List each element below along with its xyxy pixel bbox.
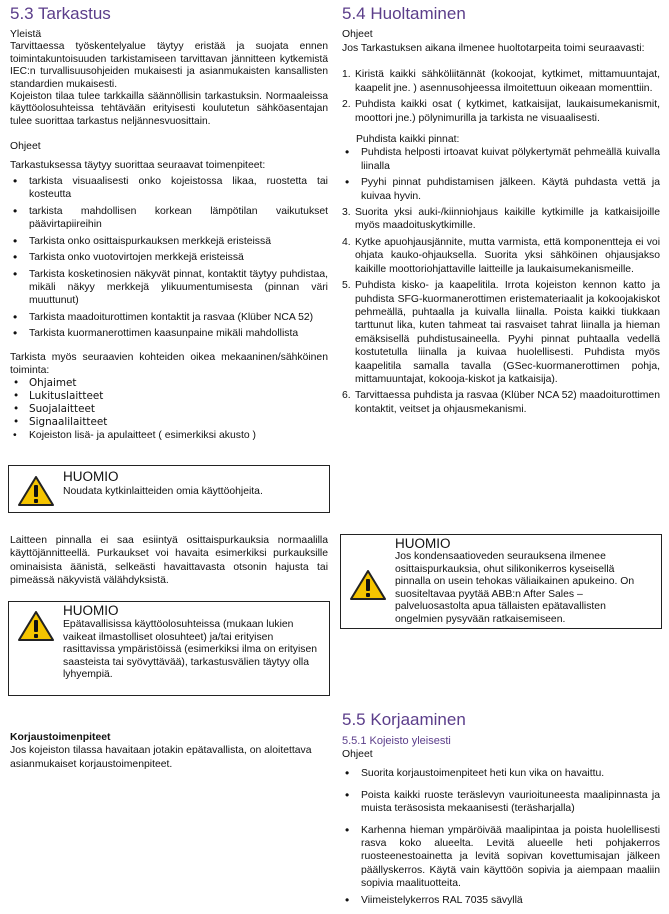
warning-box-2 — [8, 601, 330, 696]
corrective-text: Jos kojeiston tilassa havaitaan jotakin epätavallista, on aloitettava asianmukaiset korjaustoimenpiteet. — [10, 745, 312, 770]
partial-discharge-paragraph: Laitteen pinnalla ei saa esiintyä osittaispurkauksia normaalilla käyttöjännitteellä. Purkaukset voi havaita esimerkiksi purkauksille ominaisista äänistä, selkeästi havaittavasta otsonin hajusta tai pimeässä näkyvistä välähdyksistä. — [10, 535, 328, 587]
instructions-label: Ohjeet — [342, 29, 373, 40]
step-item: 5. Puhdista kisko- ja kaapelitila. Irrota kojeiston kennon katto ja puhdista SFG-kuormanerottimen eristemateriaalit ja kokoojakiskot pehmeällä, puhtaalla ja kuivalla liinalla. Poista kaikki tiukkaan tarttunut lika, kuten tahmeat tai rasvaiset tahrat liinalla ja hieman emäksisellä puhdistusaineella. Pyyhi pinnat puhtaalla vedellä kostutetulla liinalla ja kuivaa huolellisesti. Puhdista myös kaapelitila samalla tavalla (GSec-kuormanerottimen pohja, mittamuuntajat, kokooja-kiskot ja katkaisija). — [342, 280, 660, 385]
step-item: 2. Puhdista kaikki osat ( kytkimet, katkaisijat, laukaisumekanismit, moottori jne.) pölynimurilla ja tarkista ne visuaalisesti. — [342, 99, 660, 124]
instructions-label: Ohjeet — [342, 749, 373, 760]
maintenance-steps-cont — [342, 206, 660, 416]
warning-triangle-icon — [17, 610, 55, 642]
list-item: • Poista kaikki ruoste teräslevyn vaurioituneesta maalipinnasta ja muista teräsosista mekaanisesti (teräsharjalla) — [342, 789, 660, 816]
section-5-4 — [342, 4, 660, 419]
step-item: 6. Tarvittaessa puhdista ja rasvaa (Klüber NCA 52) maadoiturottimen kontaktit, veitset ja ohjausmekanismi. — [342, 390, 660, 415]
general-label: Yleistä — [10, 29, 42, 40]
section-title: 5.5 Korjaaminen — [342, 710, 466, 729]
warning-title: HUOMIO — [63, 603, 119, 618]
list-item: • Tarkista maadoiturottimen kontaktit ja rasvaa (Klüber NCA 52) — [10, 311, 328, 324]
list-item: • Suojalaitteet — [10, 403, 328, 416]
warning-box-3 — [340, 534, 662, 629]
list-item: • Kojeiston lisä- ja apulaitteet ( esimerkiksi akusto ) — [10, 429, 328, 442]
list-item: • Pyyhi pinnat puhdistamisen jälkeen. Käytä puhdasta vettä ja kuivaa hyvin. — [342, 176, 660, 203]
corrective-label: Korjaustoimenpiteet — [10, 732, 111, 743]
general-paragraph-2: Kojeiston tilaa tulee tarkkailla säännöllisin tarkastuksin. Normaaleissa käyttöolosuhteissa tehtävään erityisesti koulutetun sähköasentajan tulee suorittaa tarkastus neljännesvuosittain. — [10, 91, 328, 127]
check-list — [10, 175, 328, 340]
clean-intro: Puhdista kaikki pinnat: — [356, 134, 460, 146]
repair-list — [342, 767, 660, 907]
step-item: 3. Suorita yksi auki-/kiinniohjaus kaikille kytkimille ja katkaisijoille myös maadoituskytkimille. — [342, 207, 660, 232]
step-item: 1. Kiristä kaikki sähköliitännät (kokoojat, kytkimet, mittamuuntajat, kaapelit jne. ) asennusohjeessa ilmoitettuun oikeaan momenttiin. — [342, 69, 660, 94]
list-item: • Ohjaimet — [10, 377, 328, 390]
corrective-actions — [10, 731, 328, 771]
warning-triangle-icon — [17, 475, 55, 507]
list-item: • Tarkista onko osittaispurkauksen merkkejä eristeissä — [10, 235, 328, 248]
list-item: • Lukituslaitteet — [10, 390, 328, 403]
list-item: • Karhenna hieman ympäröivää maalipintaa ja poista huolellisesti rasva koko alueelta. Levitä alueelle heti pohjakerros ruosteenestoainetta ja levitä sopivan kovettumisajan jälkeen päällyskerros. Käytä vain käyttöön sopivia ja aiempaan maaliin sopivia maalituotteita. — [342, 824, 660, 891]
instructions-intro: Tarkastuksessa täytyy suorittaa seuraavat toimenpiteet: — [10, 159, 266, 171]
mechanical-list — [10, 377, 328, 442]
section-5-3 — [10, 4, 328, 442]
clean-list — [342, 146, 660, 203]
list-item: • Tarkista kuormanerottimen kaasunpaine mikäli mahdollista — [10, 327, 328, 340]
section-title: 5.3 Tarkastus — [10, 4, 111, 23]
list-item: • Tarkista kosketinosien näkyvät pinnat, kontaktit täytyy puhdistaa, mikäli näkyy merkkejä ylikuumentumisesta (pinnan väri muuttunut) — [10, 268, 328, 308]
warning-text: Noudata kytkinlaitteiden omia käyttöohjeita. — [63, 486, 263, 497]
list-item: • Tarkista onko vuotovirtojen merkkejä eristeissä — [10, 251, 328, 264]
warning-title: HUOMIO — [63, 469, 119, 484]
section-5-5 — [342, 710, 660, 910]
warning-triangle-icon — [349, 569, 387, 601]
maintenance-steps — [342, 68, 660, 125]
maintenance-intro: Jos Tarkastuksen aikana ilmenee huoltotarpeita toimi seuraavasti: — [342, 43, 645, 55]
general-paragraph-1: Tarvittaessa työskentelyalue täytyy eristää ja suojata ennen toimintakuntoisuuden tarkistamiseen tarvittavan jännitteen kytkemistä IEC:n turvallisuusohjeiden mukaisesti ja asianmukaisten kansallisten standardien mukaisesti. — [10, 41, 328, 90]
warning-text: Jos kondensaatioveden seurauksena ilmenee osittaispurkauksia, ohut silikonikerros kyseisellä pinnalla on usein tehokas väliaikainen apukeino. On suositeltavaa pyytää ABB:n After Sales – palveluosastolta apua tällaisten epätavallisten ongelmien pysyvään ratkaisemiseen. — [395, 551, 635, 625]
instructions-label: Ohjeet — [10, 141, 41, 153]
list-item: • tarkista mahdollisen korkean lämpötilan vaikutukset päävirtapiireihin — [10, 205, 328, 232]
list-item: • tarkista visuaalisesti onko kojeistossa likaa, ruostetta tai kosteutta — [10, 175, 328, 202]
list-item: • Suorita korjaustoimenpiteet heti kun vika on havaittu. — [342, 767, 660, 780]
warning-title: HUOMIO — [395, 536, 451, 551]
also-check-intro: Tarkista myös seuraavien kohteiden oikea mekaaninen/sähköinen toiminta: — [10, 351, 328, 376]
step-item: 4. Kytke apuohjausjännite, mutta varmista, että komponentteja ei voi ohjata kauko-ohjauksella. Suorita yksi sähköinen ohjausjakso kaikille moottoriohjattaville laitteille ja laukaisumekanismeille. — [342, 236, 660, 275]
partial-discharge-block — [10, 534, 328, 588]
list-item: • Puhdista helposti irtoavat kuivat pölykertymät pehmeällä kuivalla liinalla — [342, 146, 660, 173]
section-title: 5.4 Huoltaminen — [342, 4, 466, 23]
list-item: • Signaalilaitteet — [10, 416, 328, 429]
warning-box-1 — [8, 465, 330, 513]
subsection-title: 5.5.1 Kojeisto yleisesti — [342, 735, 451, 747]
list-item: • Viimeistelykerros RAL 7035 sävyllä — [342, 894, 660, 907]
warning-text: Epätavallisissa käyttöolosuhteissa (mukaan lukien vaikeat ilmastolliset olosuhteet) ja/tai erityisen rasittavissa ympäristöissä (esimerkiksi ilma on erityisen saasteista tai syövyttävää), tarkastusvälien täytyy olla lyhyempiä. — [63, 619, 318, 681]
